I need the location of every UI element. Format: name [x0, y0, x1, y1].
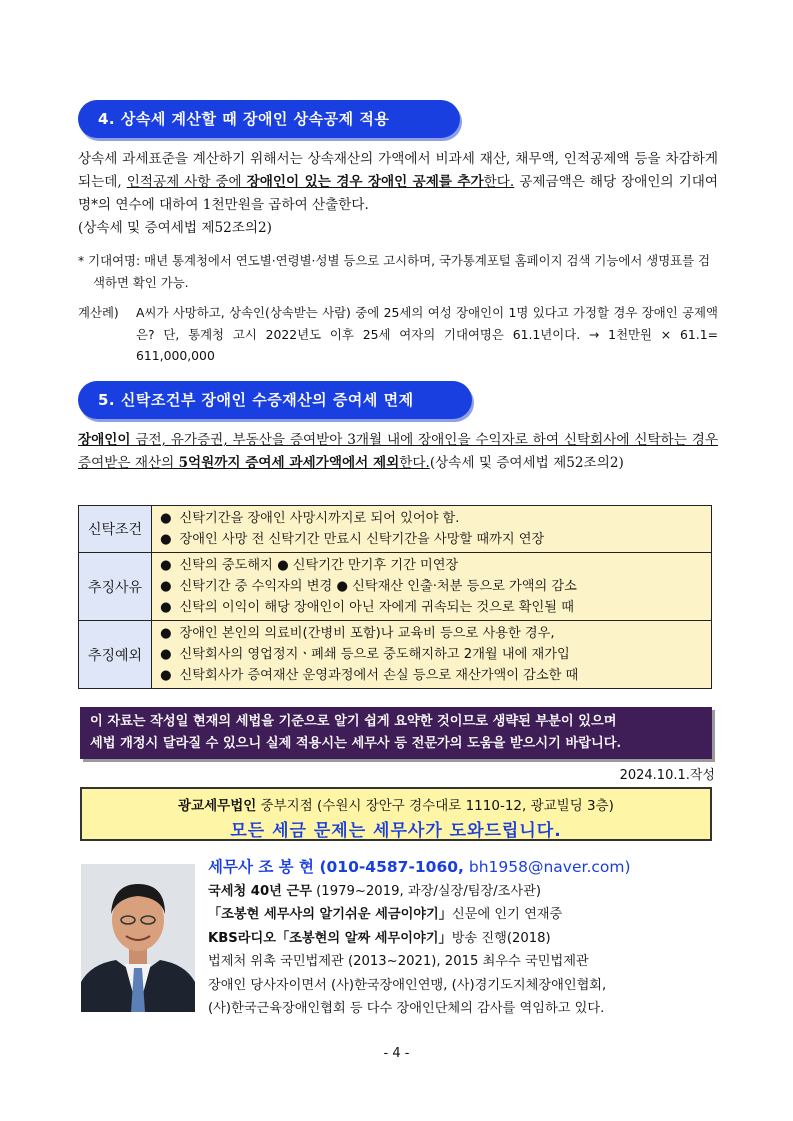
footnote: * 기대여명: 매년 통계청에서 연도별·연령별·성별 등으로 고시하며, 국가통계포털 홈페이지 검색 기능에서 생명표를 검색하면 확인 가능. — [78, 253, 711, 290]
tax-accountant-profile: 세무사 조 봉 현 (010-4587-1060, bh1958@naver.com) 국세청 40년 근무 (1979~2019, 과장/실장/팀장/조사관) 「조봉현 세무사의 알기쉬운 세금이야기」신문에 인기 연재중 KBS라디오「조봉현의 알짜 세무이야기」방송 진행(2018) 법제처 위촉 국민법제관 (2013~2021), 2015 최우수 국민법제관 장애인 당사자이면서 (사)한국장애인연맹, (사)경기도지체장애인협회, (사)한국근육장애인협회 등 다수 장애인단체의 감사를 역임하고 있다. — [208, 858, 631, 1016]
list-item: ● 신탁기간을 장애인 사망시까지로 되어 있어야 함. — [160, 511, 460, 526]
list-item: ● 신탁회사의 영업정지ㆍ폐쇄 등으로 중도해지하고 2개월 내에 재가입 — [160, 647, 570, 662]
profile-email: bh1958@naver.com) — [463, 858, 631, 876]
row-header: 추징사유 — [79, 553, 152, 621]
list-item: ● 장애인 사망 전 신탁기간 만료시 신탁기간을 사망할 때까지 연장 — [160, 532, 545, 547]
section4-paragraph: 상속세 과세표준을 계산하기 위해서는 상속재산의 가액에서 비과세 재산, 채무액, 인적공제액 등을 차감하게 되는데, 인적공제 사항 중에 장애인이 있는 경우 장애인 공제를 추가한다. 공제금액은 해당 장애인의 기대여명*의 연수에 대하여 1천만원을 곱하여 산출한다. (상속세 및 증여세법 제52조의2) — [78, 148, 718, 240]
profile-photo — [81, 864, 195, 1012]
table-row — [79, 506, 712, 553]
calculation-example: 계산례) A씨가 사망하고, 상속인(상속받는 사람) 중에 25세의 여성 장애인이 1명 있다고 가정할 경우 장애인 공제액은? 단, 통계청 고시 2022년도 이후 25세 여자의 기대여명은 61.1년이다. → 1천만원 × 61.1= 611,000,000 — [78, 305, 718, 363]
list-item: ● 장애인 본인의 의료비(간병비 포함)나 교육비 등으로 사용한 경우, — [160, 626, 555, 641]
profile-name: 세무사 조 봉 현 — [208, 858, 320, 876]
person-portrait-icon — [81, 864, 195, 1012]
firm-name: 광교세무법인 — [178, 798, 257, 814]
firm-slogan: 모든 세금 문제는 세무사가 도와드립니다. — [230, 821, 562, 841]
law-reference: (상속세 및 증여세법 제52조의2) — [78, 220, 272, 236]
section4-title: 4. 상속세 계산할 때 장애인 상속공제 적용 — [78, 100, 460, 138]
table-row — [79, 621, 712, 689]
page-number: - 4 - — [383, 1046, 410, 1061]
list-item: ● 신탁의 이익이 해당 장애인이 아닌 자에게 귀속되는 것으로 확인될 때 — [160, 600, 574, 615]
section5-paragraph: 장애인이 금전, 유가증권, 부동산을 증여받아 3개월 내에 장애인을 수익자로 하여 신탁회사에 신탁하는 경우 증여받은 재산의 5억원까지 증여세 과세가액에서 제외한다.(상속세 및 증여세법 제52조의2) — [78, 432, 718, 471]
profile-phone: (010-4587-1060, — [319, 858, 464, 876]
list-item: ● 신탁기간 중 수익자의 변경 ● 신탁재산 인출·처분 등으로 가액의 감소 — [160, 579, 577, 594]
firm-info-box — [80, 787, 712, 841]
list-item: ● 신탁회사가 증여재산 운영과정에서 손실 등으로 재산가액이 감소한 때 — [160, 668, 579, 683]
written-date: 2024.10.1.작성 — [619, 768, 715, 783]
table-row — [79, 553, 712, 621]
disclaimer-notice: 이 자료는 작성일 현재의 세법을 기준으로 알기 쉽게 요약한 것이므로 생략된 부분이 있으며 세법 개정시 달라질 수 있으니 실제 적용시는 세무사 등 전문가의 도움을 받으시기 바랍니다. — [80, 707, 712, 759]
firm-address: 중부지점 (수원시 장안구 경수대로 1110-12, 광교빌딩 3층) — [256, 798, 614, 814]
section5-title: 5. 신탁조건부 장애인 수증재산의 증여세 면제 — [78, 381, 472, 419]
list-item: ● 신탁의 중도해지 ● 신탁기간 만기후 기간 미연장 — [160, 558, 459, 573]
row-header: 신탁조건 — [79, 506, 152, 553]
trust-conditions-table — [78, 505, 712, 689]
row-header: 추징예외 — [79, 621, 152, 689]
